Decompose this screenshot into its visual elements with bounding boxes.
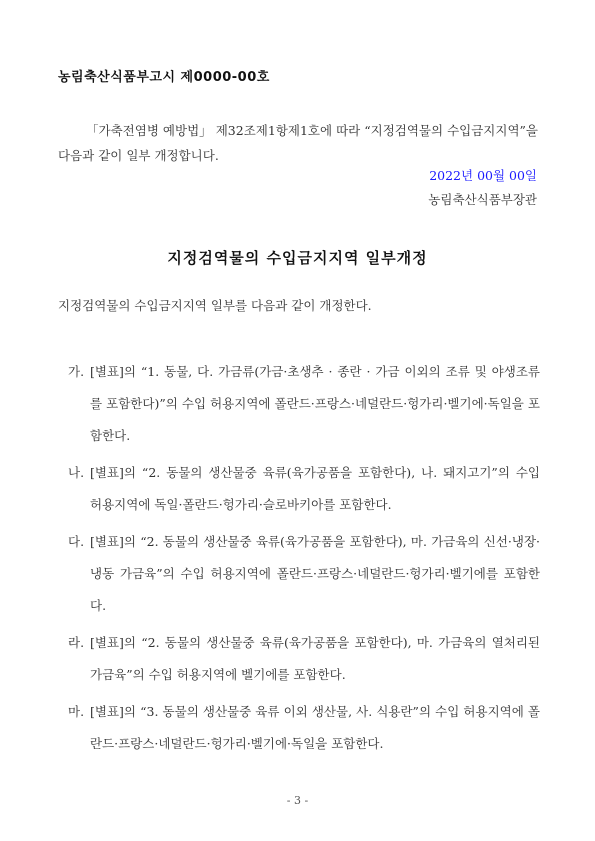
item-text: [별표]의 “2. 동물의 생산물중 육류(육가공품을 포함한다), 마. 가금육의 열처리된 가금육”의 수입 허용지역에 벨기에를 포함한다. [90, 635, 540, 682]
item-text: [별표]의 “2. 동물의 생산물중 육류(육가공품을 포함한다), 나. 돼지고기”의 수입 허용지역에 독일·폴란드·헝가리·슬로바키아를 포함한다. [90, 465, 540, 512]
amendment-list [68, 356, 540, 765]
amendment-item [68, 627, 540, 691]
intro-paragraph: 「가축전염병 예방법」 제32조제1항제1호에 따라 “지정검역물의 수입금지지역”을 다음과 같이 일부 개정합니다. [58, 123, 538, 163]
amendment-item [68, 457, 540, 521]
item-marker: 가. [68, 364, 85, 379]
amendment-item [68, 356, 540, 452]
notice-number: 농림축산식품부고시 제0000-00호 [58, 70, 270, 85]
issue-date: 2022년 00월 00일 [429, 168, 537, 183]
item-marker: 나. [68, 465, 85, 480]
lead-sentence: 지정검역물의 수입금지지역 일부를 다음과 같이 개정한다. [58, 298, 372, 313]
item-marker: 다. [68, 534, 85, 549]
item-text: [별표]의 “1. 동물, 다. 가금류(가금·초생추 · 종란 · 가금 이외의 조류 및 야생조류를 포함한다)”의 수입 허용지역에 폴란드·프랑스·네덜란드·헝가리·벨기에·독일을 포함한다. [90, 364, 540, 443]
item-marker: 마. [68, 704, 85, 719]
item-text: [별표]의 “2. 동물의 생산물중 육류(육가공품을 포함한다), 마. 가금육의 신선·냉장·냉동 가금육”의 수입 허용지역에 폴란드·프랑스·네덜란드·헝가리·벨기에를 포함한다. [90, 534, 540, 613]
item-text: [별표]의 “3. 동물의 생산물중 육류 이외 생산물, 사. 식용란”의 수입 허용지역에 폴란드·프랑스·네덜란드·헝가리·벨기에·독일을 포함한다. [90, 704, 540, 751]
amendment-item [68, 696, 540, 760]
item-marker: 라. [68, 635, 85, 650]
amendment-item [68, 526, 540, 622]
document-title: 지정검역물의 수입금지지역 일부개정 [167, 249, 428, 267]
page-number: - 3 - [286, 794, 309, 807]
issuer-name: 농림축산식품부장관 [428, 192, 537, 207]
